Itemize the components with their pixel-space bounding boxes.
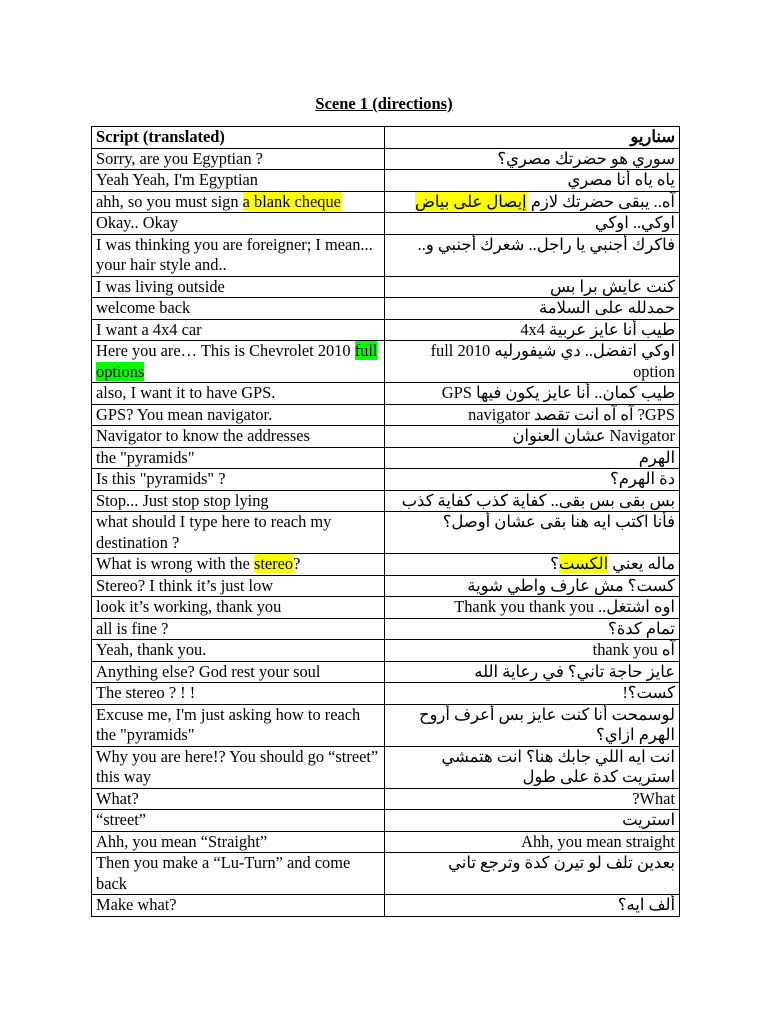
table-row [92,490,680,512]
table-row [92,661,680,683]
highlighted-text: a blank cheque [242,191,341,211]
table-row [92,618,680,640]
english-cell [92,276,385,298]
arabic-cell [385,618,680,640]
arabic-cell [385,683,680,705]
table-row [92,341,680,383]
english-cell [92,191,385,213]
arabic-cell [385,597,680,619]
table-row [92,704,680,746]
cell-text: حمدلله على السلامة [539,298,675,317]
cell-text: Ahh, you mean “Straight” [96,831,268,851]
cell-text: what should I type here to reach my destination ? [96,512,332,552]
arabic-cell [385,447,680,469]
arabic-cell [385,490,680,512]
arabic-cell [385,170,680,192]
english-cell [92,469,385,491]
english-cell [92,661,385,683]
arabic-cell [385,746,680,788]
english-cell [92,575,385,597]
cell-text: ahh, so you must sign [96,191,243,211]
table-row [92,319,680,341]
cell-text: اوه اشتغل.. Thank you thank you [454,597,675,616]
cell-text: ? [293,554,301,573]
cell-text: ؟ [550,554,559,573]
table-row [92,447,680,469]
arabic-cell [385,831,680,853]
table-row [92,788,680,810]
cell-text: The stereo ? ! ! [96,683,196,702]
arabic-cell [385,788,680,810]
arabic-cell [385,575,680,597]
cell-text: Anything else? God rest your soul [96,661,321,681]
cell-text: Stereo? I think it’s just low [96,575,274,595]
cell-text: I want a 4x4 car [96,319,202,339]
english-cell [92,213,385,235]
table-row [92,810,680,832]
cell-text: Here you are… This is Chevrolet 2010 [96,341,355,360]
table-row [92,640,680,662]
cell-text: فأنا اكتب ايه هنا بقى عشان أوصل؟ [442,512,675,531]
cell-text: Why you are here!? You should go “street” this way [96,746,379,786]
arabic-cell [385,341,680,383]
cell-text: all is fine ? [96,618,169,638]
cell-text: Sorry, are you Egyptian ? [96,148,263,168]
cell-text: آه thank you [592,640,675,659]
cell-text: I was living outside [96,276,225,296]
cell-text: فاكرك أجنبي يا راجل.. شعرك أجنبي و.. [417,234,675,254]
cell-text: تمام كدة؟ [608,618,675,638]
cell-text: ألف ايه؟ [617,895,675,914]
cell-text: “street” [96,810,147,829]
table-row [92,191,680,213]
cell-text: آه.. يبقى حضرتك لازم [526,191,675,211]
cell-text: Navigator to know the addresses [96,426,310,445]
english-cell [92,148,385,170]
cell-text: اوكي.. اوكي [594,213,675,232]
cell-text: Navigator عشان العنوان [512,426,675,445]
arabic-cell [385,640,680,662]
cell-text: ياه ياه أنا مصري [567,170,675,189]
english-cell [92,618,385,640]
table-row [92,469,680,491]
english-cell [92,597,385,619]
cell-text: Yeah, thank you. [96,640,207,659]
cell-text: كنت عايش برا بس [550,276,675,296]
cell-text: Then you make a “Lu-Turn” and come back [96,853,351,893]
cell-text: طيب كمان.. أنا عايز يكون فيها GPS [441,383,675,402]
arabic-cell [385,469,680,491]
english-cell [92,170,385,192]
english-cell [92,512,385,554]
highlighted-text: stereo [253,554,294,573]
arabic-cell [385,853,680,895]
english-cell [92,234,385,276]
arabic-cell [385,704,680,746]
cell-text: انت ايه اللي جابك هنا؟ انت هتمشي استريت كدة على طول [441,746,675,786]
arabic-cell [385,383,680,405]
arabic-cell [385,895,680,917]
arabic-cell [385,298,680,320]
arabic-cell [385,276,680,298]
cell-text: Ahh, you mean straight [521,831,675,851]
cell-text: استريت [622,810,675,829]
english-cell [92,788,385,810]
table-row [92,404,680,426]
table-header-row [92,127,680,149]
english-cell [92,810,385,832]
table-row [92,746,680,788]
table-row [92,276,680,298]
table-row [92,148,680,170]
highlighted-text: الكست [558,554,609,573]
header-arabic: سناريو [385,127,680,149]
english-cell [92,490,385,512]
table-row [92,575,680,597]
cell-text: GPS? آه آه انت تقصد navigator [468,404,675,424]
arabic-cell [385,512,680,554]
arabic-cell [385,234,680,276]
script-table [91,126,680,917]
arabic-cell [385,148,680,170]
cell-text: لوسمحت أنا كنت عايز بس أعرف أروح الهرم ازاي؟ [418,704,675,744]
cell-text: اوكي اتفضل.. دي شيفورليه 2010 full option [430,341,675,381]
english-cell [92,404,385,426]
cell-text: Is this "pyramids" ? [96,469,226,488]
english-cell [92,831,385,853]
cell-text: What? [632,788,675,808]
highlighted-text: full options [96,341,378,381]
cell-text: also, I want it to have GPS. [96,383,276,402]
english-cell [92,341,385,383]
arabic-cell [385,810,680,832]
cell-text: ماله يعني [608,554,675,573]
arabic-cell [385,213,680,235]
table-row [92,853,680,895]
cell-text: الهرم [638,447,675,467]
cell-text: Make what? [96,895,177,914]
page-title: Scene 1 (directions) [315,94,453,113]
cell-text: What? [96,788,139,808]
english-cell [92,426,385,448]
cell-text: look it’s working, thank you [96,597,282,616]
cell-text: بس بقى بس بقى.. كفاية كذب كفاية كذب [401,490,675,510]
cell-text: welcome back [96,298,191,317]
highlighted-text: إيصال على بياض [415,191,527,211]
cell-text: طيب أنا عايز عربية 4x4 [520,319,675,339]
english-cell [92,895,385,917]
table-row [92,213,680,235]
cell-text: the "pyramids" [96,447,195,467]
cell-text: كست؟! [622,683,675,702]
cell-text: Stop... Just stop stop lying [96,490,269,510]
cell-text: عايز حاجة تاني؟ في رعاية الله [474,661,675,681]
table-row [92,831,680,853]
english-cell [92,853,385,895]
cell-text: Yeah Yeah, I'm Egyptian [96,170,258,189]
table-row [92,234,680,276]
table-row [92,512,680,554]
english-cell [92,746,385,788]
cell-text: دة الهرم؟ [610,469,675,488]
english-cell [92,298,385,320]
english-cell [92,383,385,405]
english-cell [92,704,385,746]
arabic-cell [385,426,680,448]
cell-text: What is wrong with the [96,554,254,573]
arabic-cell [385,661,680,683]
script-table-body [92,127,680,917]
cell-text: كست؟ مش عارف واطي شوية [467,575,675,595]
arabic-cell [385,319,680,341]
table-row [92,298,680,320]
cell-text: I was thinking you are foreigner; I mean... your hair style and.. [96,234,373,274]
header-english: Script (translated) [92,127,385,149]
table-row [92,895,680,917]
table-row [92,383,680,405]
arabic-cell [385,191,680,213]
cell-text: سوري هو حضرتك مصري؟ [497,148,675,168]
cell-text: Excuse me, I'm just asking how to reach the "pyramids" [96,704,361,744]
english-cell [92,683,385,705]
cell-text: Okay.. Okay [96,213,179,232]
cell-text: GPS? You mean navigator. [96,404,273,424]
english-cell [92,554,385,576]
cell-text: بعدين تلف لو تيرن كدة وترجع تاني [448,853,675,872]
table-row [92,554,680,576]
english-cell [92,640,385,662]
table-row [92,170,680,192]
english-cell [92,447,385,469]
english-cell [92,319,385,341]
table-row [92,683,680,705]
arabic-cell [385,404,680,426]
arabic-cell [385,554,680,576]
table-row [92,426,680,448]
table-row [92,597,680,619]
